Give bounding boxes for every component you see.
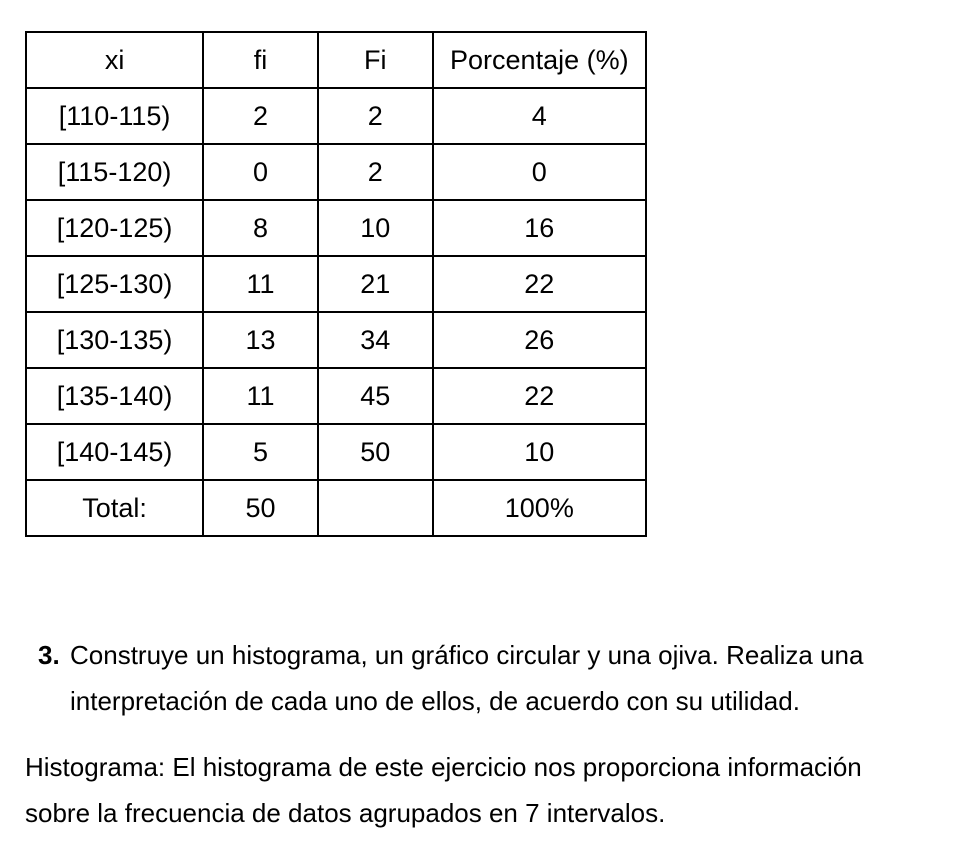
question-number: 3. bbox=[38, 640, 60, 670]
answer-paragraph bbox=[25, 744, 960, 836]
cell-fi: 2 bbox=[203, 88, 318, 144]
cell-Fi: 2 bbox=[318, 88, 433, 144]
question-3 bbox=[38, 632, 958, 724]
answer-line-1: Histograma: El histograma de este ejercicio nos proporciona información bbox=[25, 752, 862, 782]
cell-fi: 11 bbox=[203, 256, 318, 312]
cell-percentage: 4 bbox=[433, 88, 646, 144]
table-row bbox=[26, 424, 646, 480]
header-xi: xi bbox=[26, 32, 203, 88]
cell-percentage: 10 bbox=[433, 424, 646, 480]
cell-interval: [135-140) bbox=[26, 368, 203, 424]
cell-percentage: 26 bbox=[433, 312, 646, 368]
cell-fi: 8 bbox=[203, 200, 318, 256]
table-row bbox=[26, 312, 646, 368]
question-line-2: interpretación de cada uno de ellos, de acuerdo con su utilidad. bbox=[70, 686, 800, 716]
total-label: Total: bbox=[26, 480, 203, 536]
answer-line-2: sobre la frecuencia de datos agrupados en 7 intervalos. bbox=[25, 798, 666, 828]
frequency-table bbox=[25, 31, 647, 537]
table-row bbox=[26, 256, 646, 312]
table-total-row bbox=[26, 480, 646, 536]
cell-Fi: 2 bbox=[318, 144, 433, 200]
total-percentage: 100% bbox=[433, 480, 646, 536]
cell-fi: 5 bbox=[203, 424, 318, 480]
cell-fi: 11 bbox=[203, 368, 318, 424]
cell-percentage: 0 bbox=[433, 144, 646, 200]
total-fi: 50 bbox=[203, 480, 318, 536]
cell-Fi: 45 bbox=[318, 368, 433, 424]
cell-fi: 0 bbox=[203, 144, 318, 200]
cell-interval: [120-125) bbox=[26, 200, 203, 256]
table-header-row bbox=[26, 32, 646, 88]
cell-interval: [110-115) bbox=[26, 88, 203, 144]
table-row bbox=[26, 144, 646, 200]
cell-percentage: 22 bbox=[433, 368, 646, 424]
cell-fi: 13 bbox=[203, 312, 318, 368]
cell-percentage: 16 bbox=[433, 200, 646, 256]
cell-Fi: 10 bbox=[318, 200, 433, 256]
table-row bbox=[26, 88, 646, 144]
question-line-1 bbox=[38, 632, 958, 678]
cell-Fi: 50 bbox=[318, 424, 433, 480]
question-text-1: Construye un histograma, un gráfico circular y una ojiva. Realiza una bbox=[70, 640, 864, 670]
header-fi: fi bbox=[203, 32, 318, 88]
header-Fi: Fi bbox=[318, 32, 433, 88]
cell-percentage: 22 bbox=[433, 256, 646, 312]
cell-interval: [130-135) bbox=[26, 312, 203, 368]
header-percentage: Porcentaje (%) bbox=[433, 32, 646, 88]
cell-interval: [125-130) bbox=[26, 256, 203, 312]
table-row bbox=[26, 368, 646, 424]
cell-interval: [115-120) bbox=[26, 144, 203, 200]
total-Fi bbox=[318, 480, 433, 536]
table-row bbox=[26, 200, 646, 256]
cell-Fi: 21 bbox=[318, 256, 433, 312]
cell-Fi: 34 bbox=[318, 312, 433, 368]
cell-interval: [140-145) bbox=[26, 424, 203, 480]
